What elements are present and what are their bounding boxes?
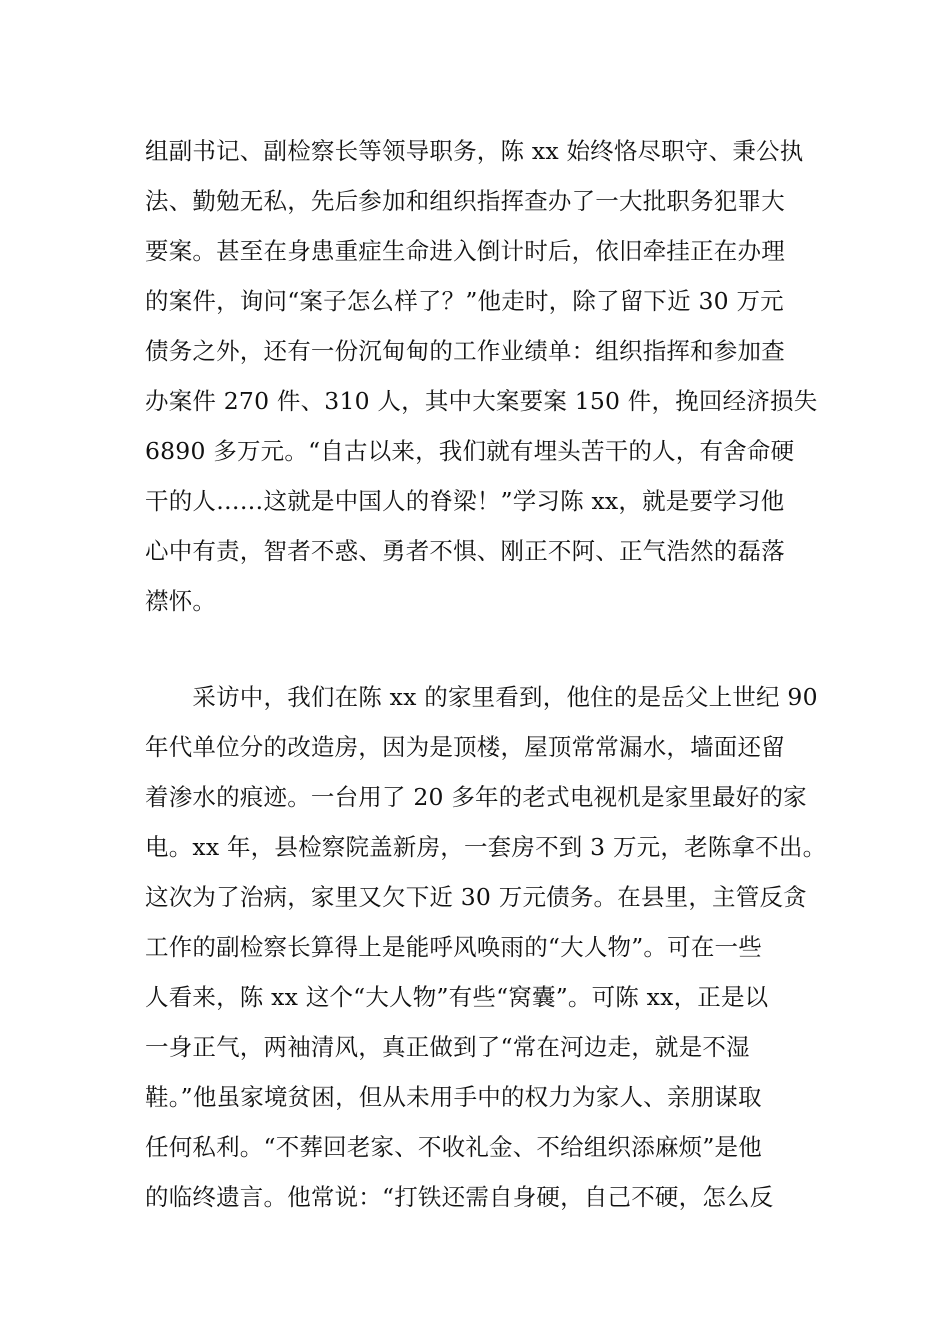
text-line: 心中有责，智者不惑、勇者不惧、刚正不阿、正气浩然的磊落 (145, 537, 785, 565)
text-line: 襟怀。 (145, 587, 217, 615)
text-line: 电。xx 年，县检察院盖新房，一套房不到 3 万元，老陈拿不出。 (145, 833, 827, 861)
paragraph-2 (145, 672, 827, 1222)
text-line: 办案件 270 件、310 人，其中大案要案 150 件，挽回经济损失 (145, 387, 818, 415)
text-line: 这次为了治病，家里又欠下近 30 万元债务。在县里，主管反贪 (145, 883, 807, 911)
text-line: 法、勤勉无私，先后参加和组织指挥查办了一大批职务犯罪大 (145, 187, 785, 215)
text-line: 鞋。”他虽家境贫困，但从未用手中的权力为家人、亲朋谋取 (145, 1083, 762, 1111)
text-line: 的临终遗言。他常说：“打铁还需自身硬，自己不硬，怎么反 (145, 1183, 774, 1211)
text-line: 工作的副检察长算得上是能呼风唤雨的“大人物”。可在一些 (145, 933, 762, 961)
text-line: 采访中，我们在陈 xx 的家里看到，他住的是岳父上世纪 90 (145, 683, 818, 711)
text-line: 一身正气，两袖清风，真正做到了“常在河边走，就是不湿 (145, 1033, 750, 1061)
text-line: 年代单位分的改造房，因为是顶楼，屋顶常常漏水，墙面还留 (145, 733, 785, 761)
text-line: 债务之外，还有一份沉甸甸的工作业绩单：组织指挥和参加查 (145, 337, 785, 365)
text-line: 干的人……这就是中国人的脊梁！”学习陈 xx，就是要学习他 (145, 487, 785, 515)
text-line: 的案件，询问“案子怎么样了？”他走时，除了留下近 30 万元 (145, 287, 784, 315)
text-line: 组副书记、副检察长等领导职务，陈 xx 始终恪尽职守、秉公执 (145, 137, 804, 165)
text-line: 任何私利。“不葬回老家、不收礼金、不给组织添麻烦”是他 (145, 1133, 762, 1161)
text-line: 要案。甚至在身患重症生命进入倒计时后，依旧牵挂正在办理 (145, 237, 785, 265)
text-line: 6890 多万元。“自古以来，我们就有埋头苦干的人，有舍命硬 (145, 437, 795, 465)
text-line: 人看来，陈 xx 这个“大人物”有些“窝囊”。可陈 xx，正是以 (145, 983, 769, 1011)
text-line: 着渗水的痕迹。一台用了 20 多年的老式电视机是家里最好的家 (145, 783, 807, 811)
paragraph-1 (145, 126, 818, 626)
